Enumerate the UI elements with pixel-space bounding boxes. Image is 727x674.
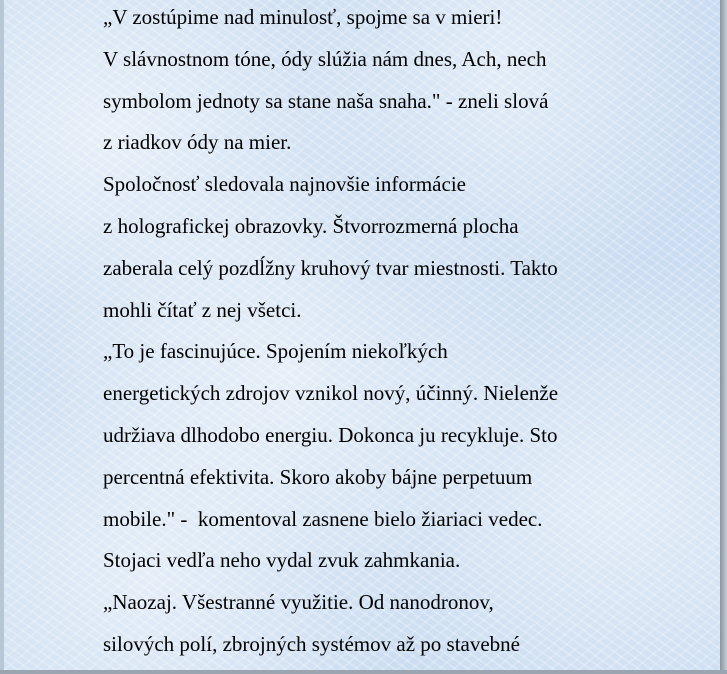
- text-line: Stojaci vedľa neho vydal zvuk zahmkania.: [103, 548, 461, 573]
- text-line: udržiava dlhodobo energiu. Dokonca ju recykluje. Sto: [103, 422, 558, 447]
- text-line: zaberala celý pozdĺžny kruhový tvar miestnosti. Takto: [103, 255, 558, 280]
- text-line: V slávnostnom tóne, ódy slúžia nám dnes, Ach, nech: [103, 46, 547, 71]
- text-line: z holografickej obrazovky. Štvorrozmerná plocha: [103, 213, 519, 238]
- text-line: „V zostúpime nad minulosť, spojme sa v mieri!: [103, 5, 503, 29]
- vertical-scrollbar[interactable]: [720, 0, 727, 674]
- text-line: symbolom jednoty sa stane naša snaha." - zneli slová: [103, 88, 549, 113]
- text-line: energetických zdrojov vznikol nový, účinný. Nielenže: [103, 381, 559, 406]
- text-line: mobile." - komentoval zasnene bielo žiariaci vedec.: [103, 506, 543, 531]
- text-line: „To je fascinujúce. Spojením niekoľkých: [103, 339, 448, 364]
- text-line: z riadkov ódy na mier.: [103, 130, 292, 155]
- page-bottom-border: [0, 670, 727, 674]
- text-line: Spoločnosť sledovala najnovšie informácie: [103, 172, 466, 197]
- document-body: [103, 0, 703, 669]
- text-line: percentná efektivita. Skoro akoby bájne perpetuum: [103, 464, 533, 489]
- text-line: mohli čítať z nej všetci.: [103, 297, 302, 322]
- text-line: „Naozaj. Všestranné využitie. Od nanodronov,: [103, 590, 494, 615]
- text-line: silových polí, zbrojných systémov až po stavebné: [103, 631, 520, 656]
